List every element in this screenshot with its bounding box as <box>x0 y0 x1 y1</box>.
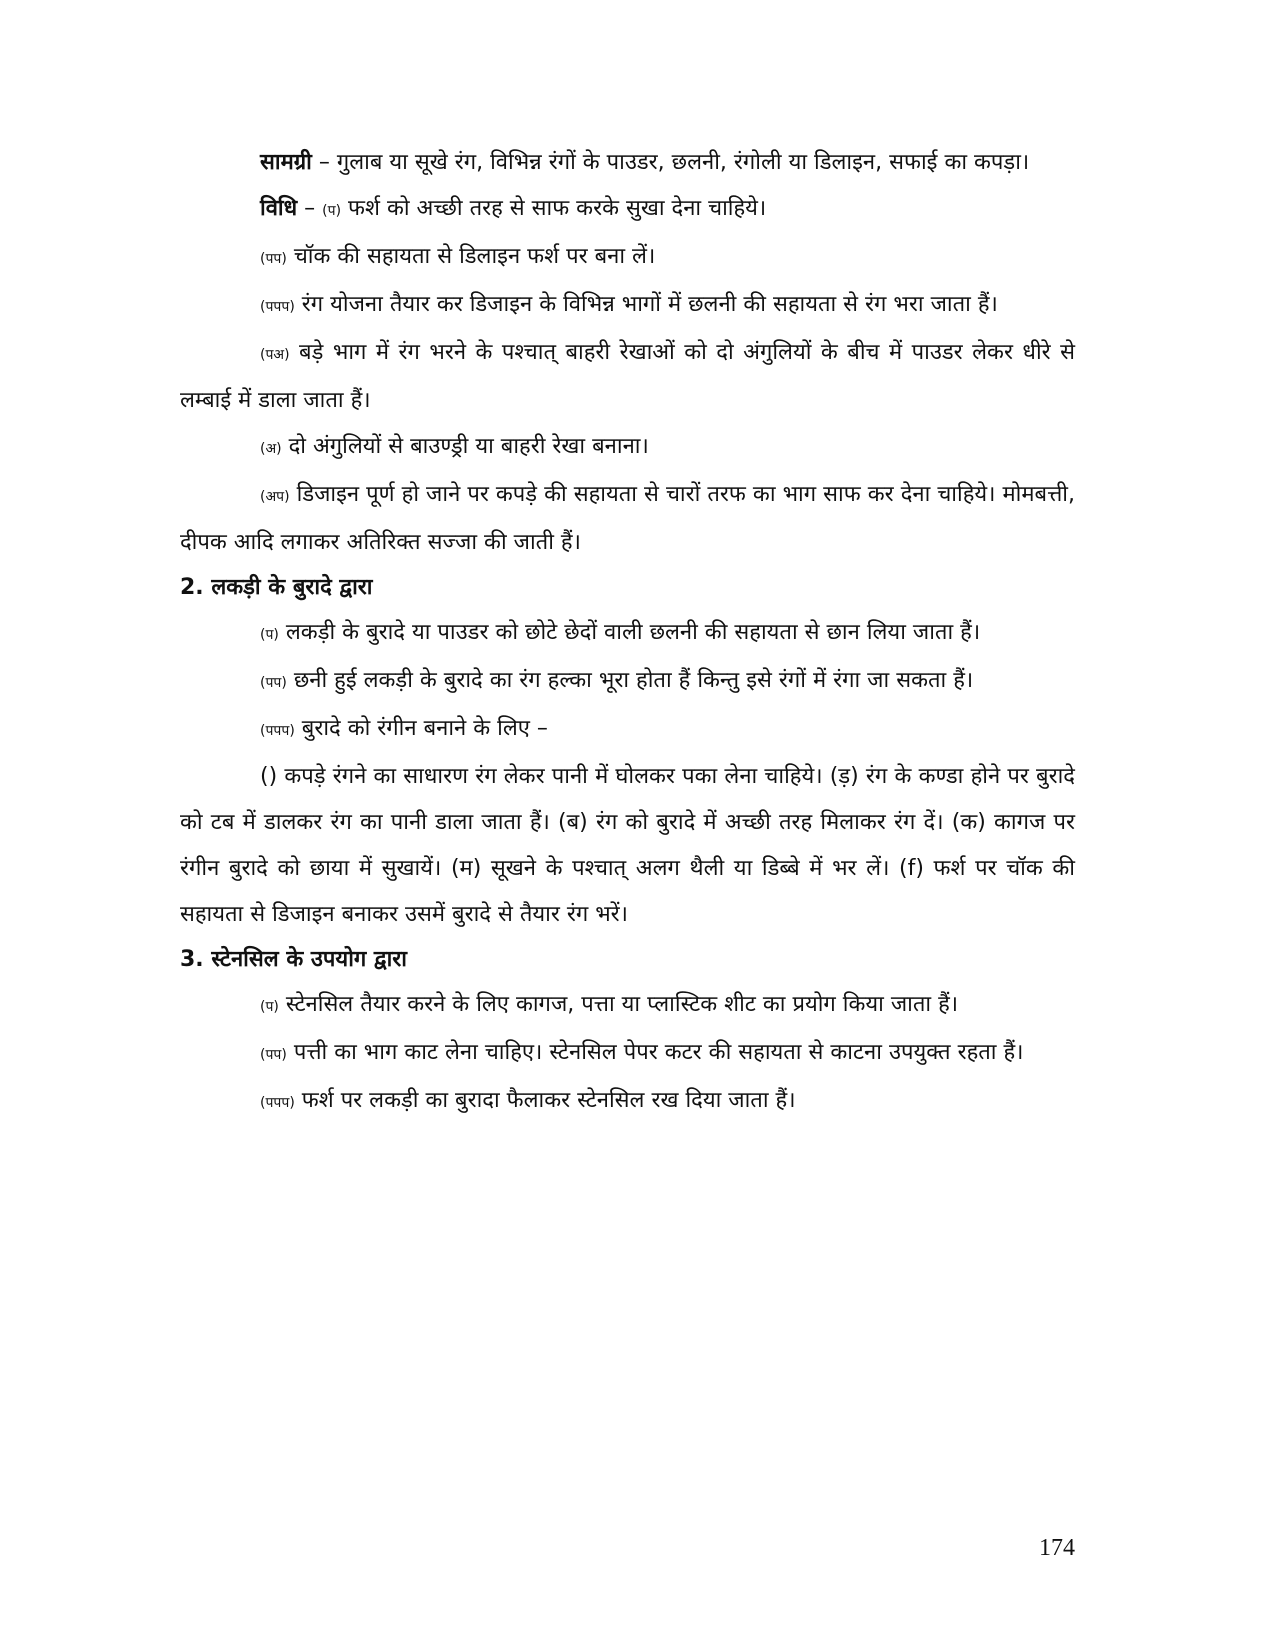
item-text: फर्श पर लकड़ी का बुरादा फैलाकर स्टेनसिल रख दिया जाता हैं। <box>294 1088 796 1113</box>
item-text: स्टेनसिल तैयार करने के लिए कागज, पत्ता या प्लास्टिक शीट का प्रयोग किया जाता हैं। <box>278 992 959 1017</box>
item-text: बुरादे को रंगीन बनाने के लिए – <box>294 716 548 741</box>
item-text: फर्श को अच्छी तरह से साफ करके सुखा देना चाहिये। <box>341 196 767 221</box>
item-text: पत्ती का भाग काट लेना चाहिए। स्टेनसिल पेपर कटर की सहायता से काटना उपयुक्त रहता हैं। <box>286 1040 1024 1065</box>
materials-paragraph <box>180 140 1075 186</box>
method-label: विधि <box>260 196 298 221</box>
item-text: कपड़े रंगने का साधारण रंग लेकर पानी में घोलकर पका लेना चाहिये। (ड़) रंग के कण्डा होने पर बुरादे को टब में डालकर रंग का पानी डाला जाता हैं। (ब) रंग को बुरादे में अच्छी तरह मिलाकर रंग दें। (क) कागज पर रंगीन बुरादे को छाया में सुखायें। (म) सूखने के पश्चात् अलग थैली या डिब्बे में भर लें। (f) फर्श पर चॉक की सहायता से डिजाइन बनाकर उसमें बुरादे से तैयार रंग भरें। <box>180 764 1075 927</box>
item-number: (पप) <box>260 1047 287 1063</box>
list-item <box>180 282 1075 330</box>
item-number: (अ) <box>260 441 282 457</box>
page-content <box>180 140 1075 1126</box>
list-item <box>180 706 1075 754</box>
item-number: (पपप) <box>260 723 295 739</box>
item-text: डिजाइन पूर्ण हो जाने पर कपड़े की सहायता से चारों तरफ का भाग साफ कर देना चाहिये। मोमबत्ती, दीपक आदि लगाकर अतिरिक्त सज्जा की जाती हैं। <box>180 482 1075 555</box>
list-item <box>180 610 1075 658</box>
item-text: छनी हुई लकड़ी के बुरादे का रंग हल्का भूरा होता हैं किन्तु इसे रंगों में रंगा जा सकता हैं। <box>286 668 974 693</box>
method-dash: – <box>297 196 323 221</box>
item-text: चॉक की सहायता से डिलाइन फर्श पर बना लें। <box>286 244 656 269</box>
list-item <box>180 234 1075 282</box>
list-item <box>180 330 1075 424</box>
item-number: (पपप) <box>260 1095 295 1111</box>
item-number: (पअ) <box>260 347 290 363</box>
item-number: (प) <box>322 203 342 219</box>
item-number: (प) <box>260 999 279 1015</box>
item-number: (अप) <box>260 489 290 505</box>
list-item <box>180 982 1075 1030</box>
item-text: बड़े भाग में रंग भरने के पश्चात् बाहरी रेखाओं को दो अंगुलियों के बीच में पाउडर लेकर धीरे से लम्बाई में डाला जाता हैं। <box>180 340 1075 413</box>
list-item <box>180 424 1075 472</box>
item-number: (पप) <box>260 675 287 691</box>
list-item <box>180 754 1075 938</box>
item-number: (पप) <box>260 251 287 267</box>
item-number: (पपप) <box>260 299 295 315</box>
list-item <box>180 472 1075 566</box>
item-number: () <box>260 764 278 789</box>
item-text: लकड़ी के बुरादे या पाउडर को छोटे छेदों वाली छलनी की सहायता से छान लिया जाता हैं। <box>278 620 981 645</box>
section-heading-2: 2. लकड़ी के बुरादे द्वारा <box>180 575 373 600</box>
page-number: 174 <box>1039 1535 1075 1561</box>
method-paragraph <box>180 186 1075 234</box>
materials-label: सामग्री <box>260 150 312 175</box>
item-number: (प) <box>260 627 279 643</box>
item-text: दो अंगुलियों से बाउण्ड्री या बाहरी रेखा बनाना। <box>281 434 649 459</box>
list-item <box>180 1030 1075 1078</box>
list-item <box>180 1078 1075 1126</box>
list-item <box>180 658 1075 706</box>
item-text: रंग योजना तैयार कर डिजाइन के विभिन्न भागों में छलनी की सहायता से रंग भरा जाता हैं। <box>294 292 998 317</box>
section-heading-3: 3. स्टेनसिल के उपयोग द्वारा <box>180 947 407 972</box>
materials-text: – गुलाब या सूखे रंग, विभिन्न रंगों के पाउडर, छलनी, रंगोली या डिलाइन, सफाई का कपड़ा। <box>311 150 1030 175</box>
